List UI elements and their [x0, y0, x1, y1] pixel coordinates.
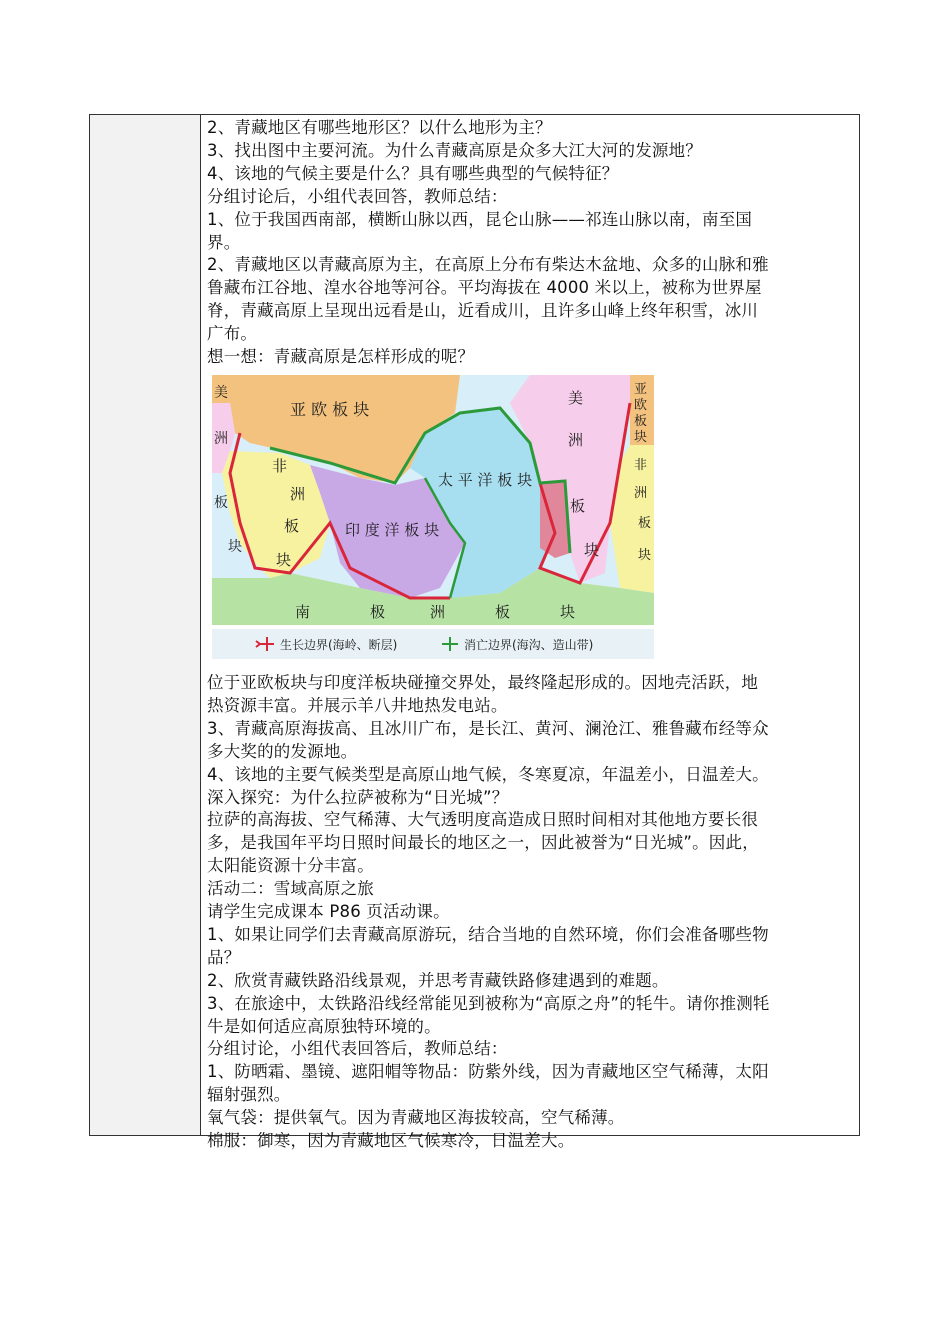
text-line: 1、位于我国西南部，横断山脉以西，昆仑山脉——祁连山脉以南，南至国: [207, 209, 753, 229]
eurasia-plate-label: 亚 欧 板 块: [290, 399, 370, 419]
africa-right-char: 块: [638, 547, 652, 563]
america-right-char: 块: [584, 540, 600, 559]
text-line: 脊，青藏高原上呈现出远看是山，近看成川，且许多山峰上终年积雪，冰川: [207, 301, 759, 321]
left-edge-char: 板: [214, 494, 228, 511]
america-right-char: 洲: [568, 430, 584, 449]
africa-char: 块: [276, 550, 292, 569]
text-line: 分组讨论，小组代表回答后，教师总结：: [207, 1039, 508, 1059]
text-line: 牛是如何适应高原独特环境的。: [207, 1016, 441, 1036]
text-line: 请学生完成课本 P86 页活动课。: [207, 902, 450, 922]
pacific-plate-label: 太 平 洋 板 块: [438, 470, 533, 489]
text-line: 品？: [207, 947, 241, 967]
text-line: 想一想：青藏高原是怎样形成的呢？: [207, 347, 475, 367]
content-cell: [202, 115, 859, 1151]
text-line: 1、如果让同学们去青藏高原游玩，结合当地的自然环境，你们会准备哪些物: [207, 924, 769, 944]
text-line: 分组讨论后，小组代表回答，教师总结：: [207, 186, 508, 206]
text-line: 4、该地的主要气候类型是高原山地气候，冬寒夏凉，年温差小，日温差大。: [207, 764, 769, 784]
text-line: 太阳能资源十分丰富。: [207, 856, 374, 876]
eurasia-right-char: 块: [634, 429, 648, 445]
america-left-char: 美: [214, 384, 228, 401]
text-line: 位于亚欧板块与印度洋板块碰撞交界处，最终隆起形成的。因地壳活跃，地: [207, 672, 759, 692]
text-line: 2、欣赏青藏铁路沿线景观，并思考青藏铁路修建遇到的难题。: [207, 970, 669, 990]
text-line: 热资源丰富。并展示羊八井地热发电站。: [207, 695, 508, 715]
subduction-boundary-legend: 消亡边界(海沟、造山带): [464, 637, 594, 652]
text-line: 2、青藏地区以青藏高原为主，在高原上分布有柴达木盆地、众多的山脉和雅: [207, 255, 769, 275]
africa-char: 板: [284, 516, 300, 535]
text-line: 拉萨的高海拔、空气稀薄、大气透明度高造成日照时间相对其他地方要长很: [207, 810, 759, 830]
text-line: 活动二：雪域高原之旅: [207, 879, 374, 899]
africa-right-char: 非: [634, 457, 648, 473]
eurasia-right-char: 板: [634, 413, 648, 429]
africa-right-char: 洲: [634, 485, 648, 501]
text-line: 广布。: [207, 324, 258, 344]
left-column-cell: [90, 115, 201, 1135]
indian-plate-label: 印 度 洋 板 块: [345, 520, 440, 539]
antarctic-char: 块: [560, 602, 576, 621]
antarctic-char: 极: [370, 602, 386, 621]
text-line: 辐射强烈。: [207, 1085, 291, 1105]
text-block-bottom: [207, 672, 853, 1153]
text-line: 鲁藏布江谷地、湟水谷地等河谷。平均海拔在 4000 米以上，被称为世界屋: [207, 278, 762, 298]
text-line: 2、青藏地区有哪些地形区？以什么地形为主？: [207, 118, 552, 137]
plate-map-figure: [210, 373, 660, 668]
growth-boundary-legend: 生长边界(海岭、断层): [280, 637, 398, 652]
africa-char: 非: [272, 456, 288, 475]
text-line: 1、防晒霜、墨镜、遮阳帽等物品：防紫外线，因为青藏地区空气稀薄，太阳: [207, 1062, 769, 1082]
antarctic-char: 洲: [430, 602, 446, 621]
eurasia-right-char: 亚: [634, 381, 648, 397]
text-line: 界。: [207, 232, 241, 252]
text-line: 3、青藏高原海拔高、且冰川广布，是长江、黄河、澜沧江、雅鲁藏布经等众: [207, 718, 769, 738]
antarctic-char: 板: [495, 602, 511, 621]
america-right-char: 美: [568, 388, 584, 407]
antarctic-char: 南: [295, 602, 311, 621]
africa-right-char: 板: [638, 515, 652, 531]
left-edge-char: 块: [228, 538, 242, 555]
text-line: 棉服：御寒，因为青藏地区气候寒冷，日温差大。: [207, 1131, 575, 1151]
text-line: 多，是我国年平均日照时间最长的地区之一，因此被誉为“日光城”。因此，: [207, 833, 759, 853]
text-line: 多大奖的的发源地。: [207, 741, 358, 761]
lesson-table: [89, 114, 860, 1151]
text-line: 氧气袋：提供氧气。因为青藏地区海拔较高，空气稀薄。: [207, 1108, 625, 1128]
text-line: 深入探究：为什么拉萨被称为“日光城”？: [207, 787, 509, 807]
america-right-char: 板: [570, 496, 586, 515]
text-line: 4、该地的气候主要是什么？具有哪些典型的气候特征？: [207, 163, 619, 183]
eurasia-right-char: 欧: [634, 397, 648, 413]
plate-map-svg: [210, 373, 660, 668]
text-line: 3、在旅途中，太铁路沿线经常能见到被称为“高原之舟”的牦牛。请你推测牦: [207, 993, 770, 1013]
america-left-char: 洲: [214, 430, 228, 447]
africa-char: 洲: [290, 484, 306, 503]
text-line: 3、找出图中主要河流。为什么青藏高原是众多大江大河的发源地？: [207, 140, 702, 160]
eurasia-right-labels: [634, 382, 647, 445]
text-block-top: [207, 117, 853, 369]
